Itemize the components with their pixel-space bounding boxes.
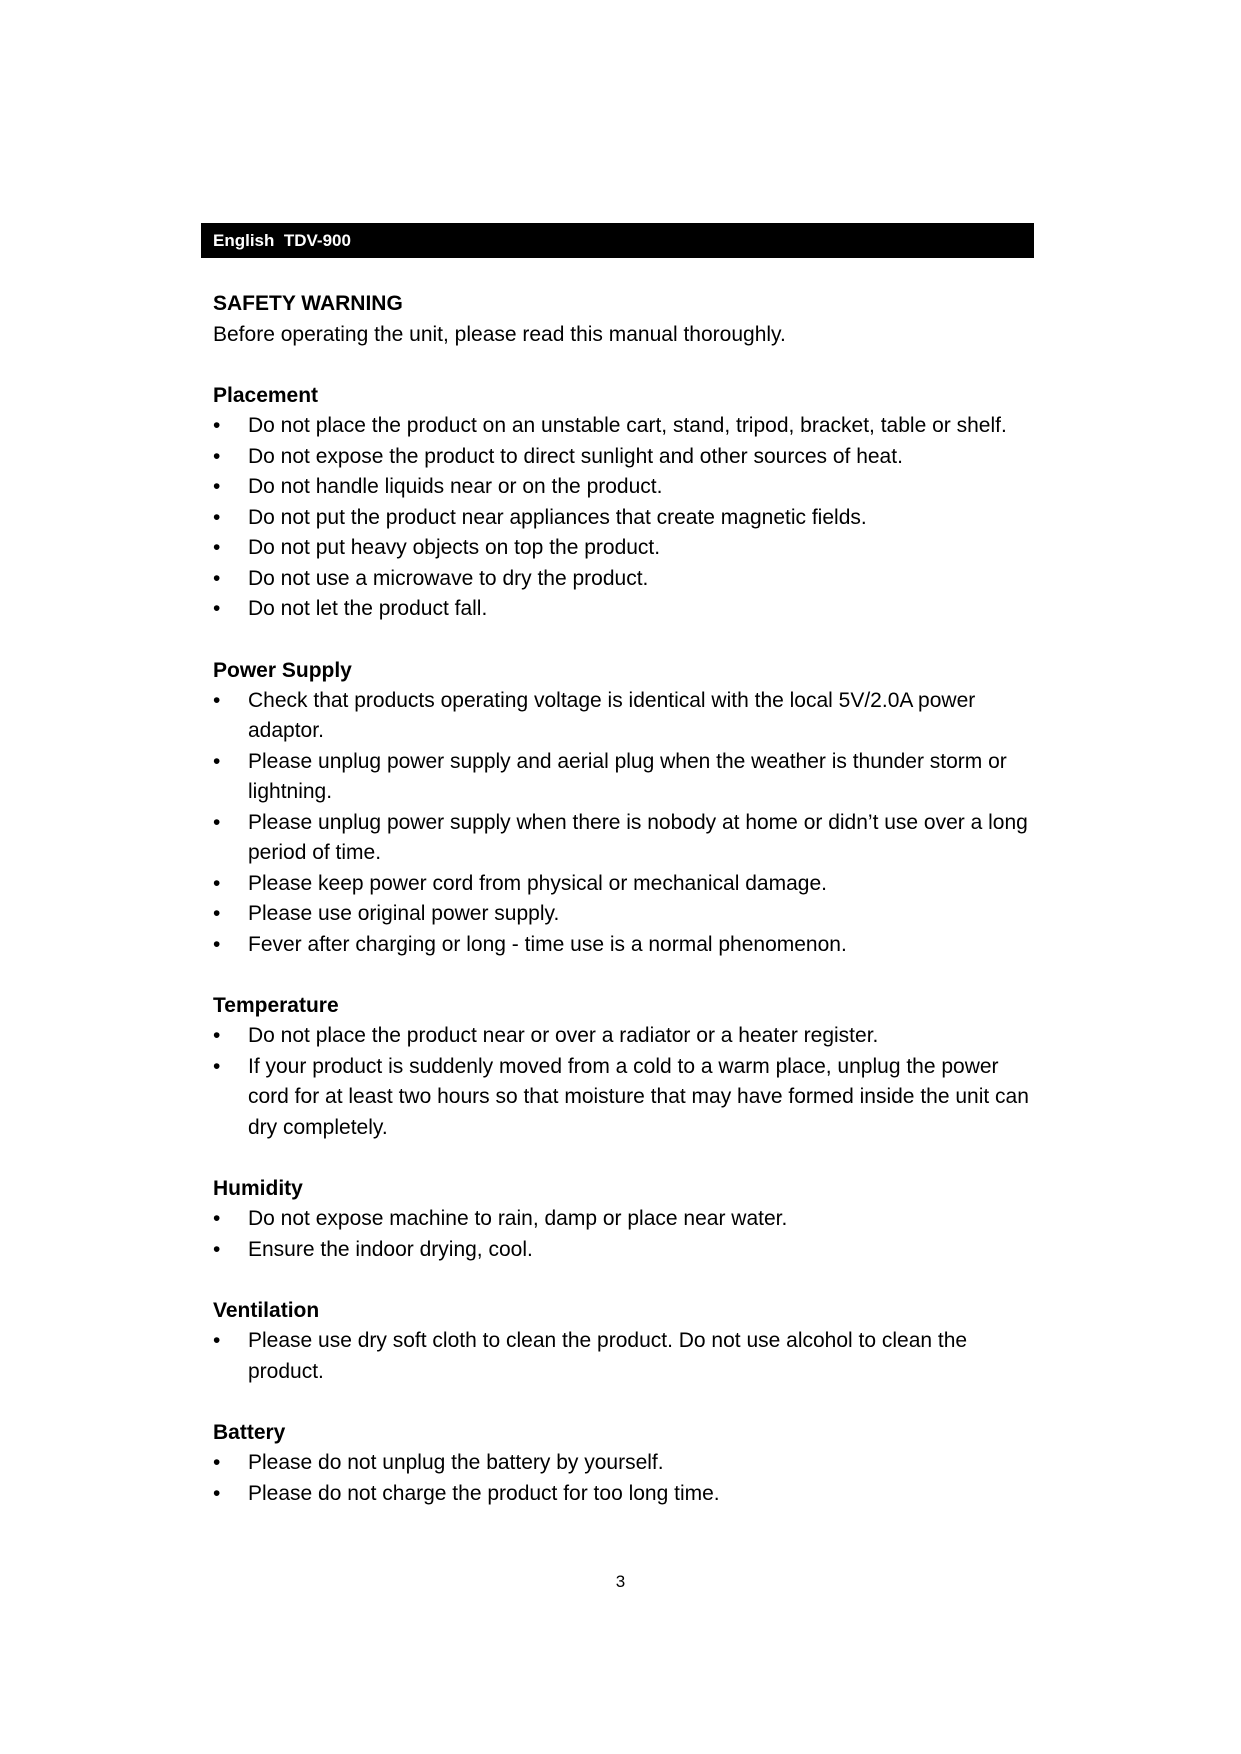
- header-language: English: [213, 231, 275, 250]
- list-item: • Ensure the indoor drying, cool.: [213, 1235, 1033, 1266]
- bullet-icon: •: [213, 597, 221, 620]
- list-item: • Check that products operating voltage is identical with the local 5V/2.0A power adaptor.: [213, 686, 1033, 747]
- section-humidity: [213, 1173, 1033, 1265]
- list-item: • Do not expose machine to rain, damp or place near water.: [213, 1204, 1033, 1235]
- list-item: • Do not let the product fall.: [213, 594, 1033, 625]
- bullet-icon: •: [213, 902, 221, 925]
- section-ventilation: [213, 1295, 1033, 1387]
- list-item: • Please use dry soft cloth to clean the product. Do not use alcohol to clean the product.: [213, 1326, 1033, 1387]
- bullet-icon: •: [213, 414, 221, 437]
- list-item: • Do not put the product near appliances that create magnetic fields.: [213, 503, 1033, 534]
- page-content: [213, 288, 1033, 1509]
- bullet-list: [213, 1021, 1033, 1143]
- list-item: • If your product is suddenly moved from a cold to a warm place, unplug the power cord for at least two hours so that moisture that may have formed inside the unit can dry completely.: [213, 1052, 1033, 1144]
- section-heading: Humidity: [213, 1177, 303, 1200]
- bullet-icon: •: [213, 810, 221, 834]
- section-battery: [213, 1417, 1033, 1509]
- section-placement: [213, 380, 1033, 625]
- bullet-list: [213, 411, 1033, 625]
- page-number: 3: [615, 1572, 626, 1591]
- bullet-icon: •: [213, 1237, 221, 1261]
- page-title: SAFETY WARNING: [213, 292, 403, 315]
- list-item: • Please unplug power supply when there is nobody at home or didn’t use over a long period of time.: [213, 808, 1033, 869]
- bullet-icon: •: [213, 1451, 221, 1474]
- section-temperature: [213, 990, 1033, 1143]
- section-heading: Temperature: [213, 994, 339, 1017]
- bullet-icon: •: [213, 932, 221, 956]
- list-item: • Do not put heavy objects on top the product.: [213, 533, 1033, 564]
- bullet-icon: •: [213, 536, 221, 559]
- header-model: TDV-900: [283, 231, 351, 250]
- list-item: • Do not handle liquids near or on the product.: [213, 472, 1033, 503]
- bullet-icon: •: [213, 1329, 221, 1352]
- section-heading: Placement: [213, 384, 319, 407]
- intro-text: Before operating the unit, please read this manual thoroughly.: [213, 323, 786, 346]
- list-item: • Please do not charge the product for too long time.: [213, 1479, 1033, 1510]
- section-heading: Ventilation: [213, 1299, 320, 1322]
- section-power-supply: [213, 655, 1033, 961]
- list-item: • Please use original power supply.: [213, 899, 1033, 930]
- bullet-icon: •: [213, 871, 221, 895]
- list-item: • Do not place the product on an unstable cart, stand, tripod, bracket, table or shelf.: [213, 411, 1033, 442]
- bullet-icon: •: [213, 749, 221, 773]
- bullet-icon: •: [213, 688, 221, 712]
- list-item: • Fever after charging or long - time use is a normal phenomenon.: [213, 930, 1033, 961]
- bullet-icon: •: [213, 1481, 221, 1505]
- list-item: • Please unplug power supply and aerial plug when the weather is thunder storm or lightning.: [213, 747, 1033, 808]
- section-heading: Battery: [213, 1421, 286, 1444]
- bullet-list: [213, 686, 1033, 961]
- section-heading: Power Supply: [213, 658, 352, 682]
- list-item: • Do not use a microwave to dry the product.: [213, 564, 1033, 595]
- bullet-icon: •: [213, 475, 221, 498]
- bullet-icon: •: [213, 566, 221, 590]
- bullet-list: [213, 1326, 1033, 1387]
- bullet-list: [213, 1204, 1033, 1265]
- list-item: • Please keep power cord from physical or mechanical damage.: [213, 869, 1033, 900]
- list-item: • Please do not unplug the battery by yourself.: [213, 1448, 1033, 1479]
- bullet-icon: •: [213, 1207, 221, 1230]
- bullet-icon: •: [213, 1024, 221, 1047]
- bullet-icon: •: [213, 1054, 221, 1078]
- bullet-list: [213, 1448, 1033, 1509]
- bullet-icon: •: [213, 505, 221, 529]
- list-item: • Do not expose the product to direct sunlight and other sources of heat.: [213, 442, 1033, 473]
- list-item: • Do not place the product near or over a radiator or a heater register.: [213, 1021, 1033, 1052]
- header-bar: [201, 223, 1034, 258]
- bullet-icon: •: [213, 444, 221, 468]
